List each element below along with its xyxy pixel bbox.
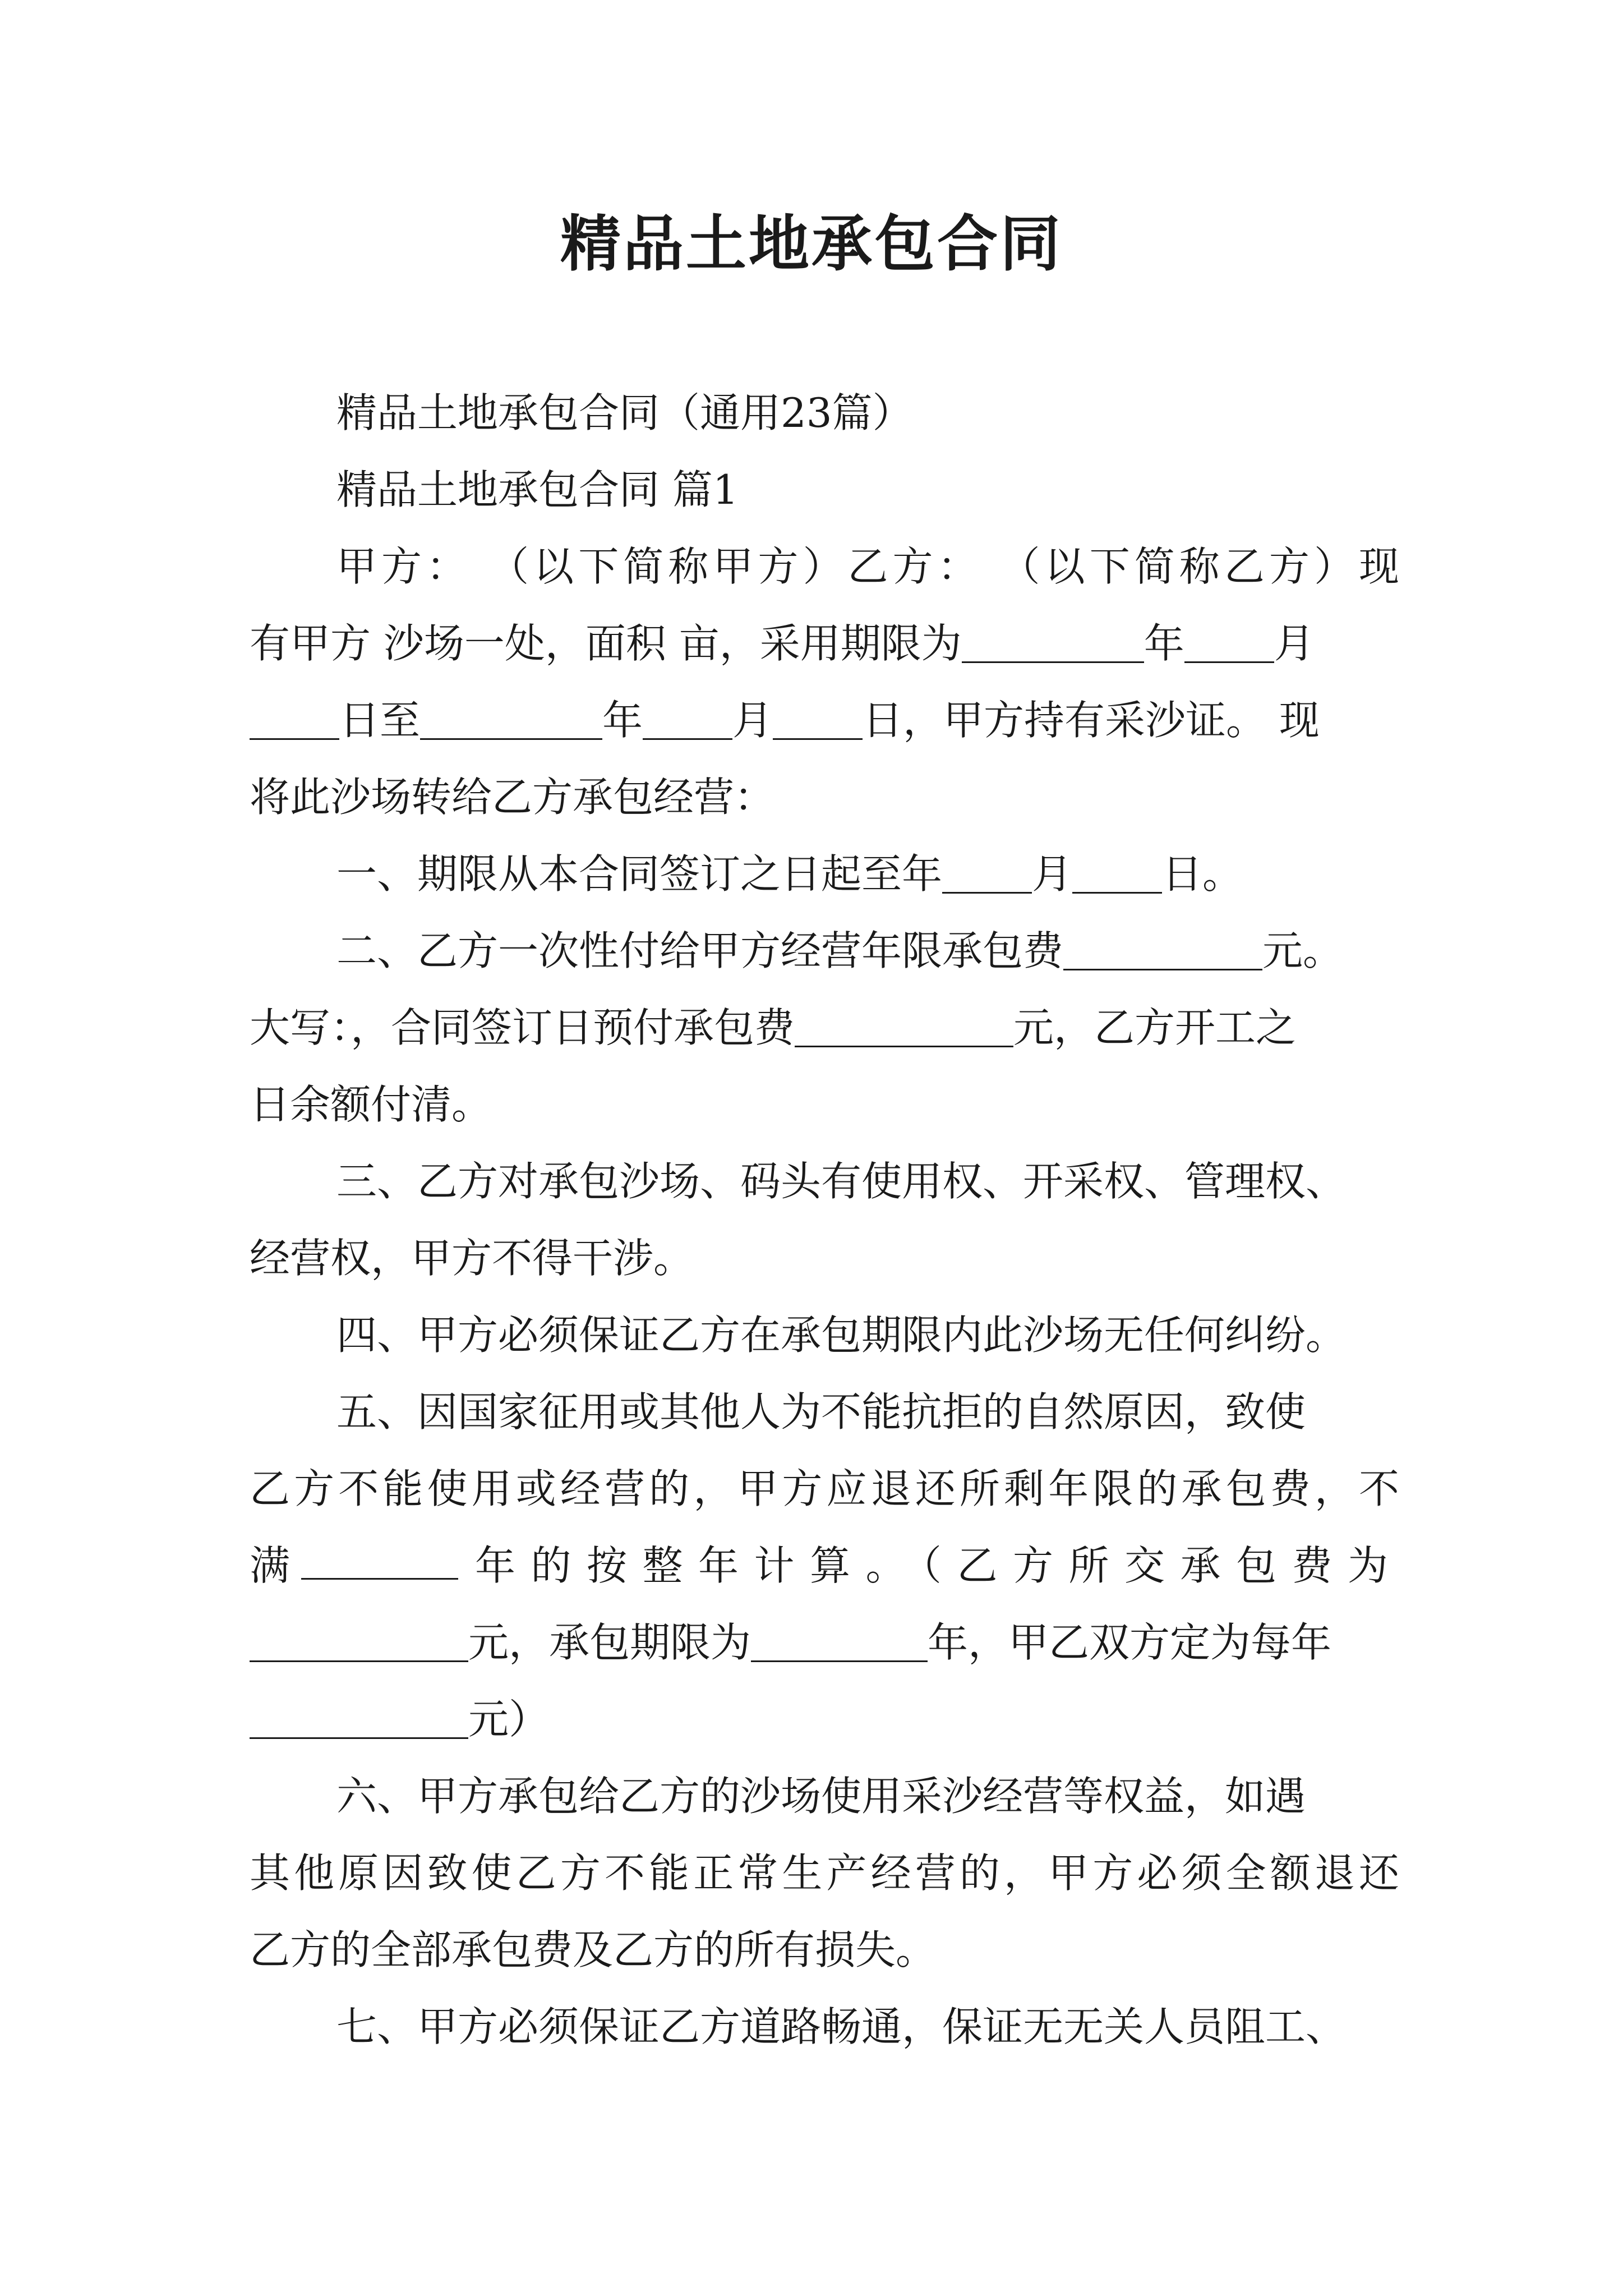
text-segment: 月 (1274, 620, 1315, 667)
text-segment: 满 (250, 1542, 291, 1589)
clause-7-line-1: 七、甲方必须保证乙方道路畅通，保证无无关人员阻工、 (336, 2003, 1347, 2050)
text-segment: 元） (468, 1696, 550, 1743)
clause-6-line-3: 乙方的全部承包费及乙方的所有损失。 (250, 1926, 937, 1973)
document-subtitle: 精品土地承包合同（通用23篇） (336, 389, 913, 436)
text-segment: 元，承包期限为 (468, 1619, 751, 1666)
paragraph-parties-line-2 (250, 616, 1399, 670)
clause-5-line-5 (250, 1692, 1399, 1746)
text-segment: 月 (732, 697, 773, 744)
clause-5-line-2: 乙方不能使用或经营的，甲方应退还所剩年限的承包费，不 (250, 1465, 1399, 1512)
paragraph-parties-line-4: 将此沙场转给乙方承包经营： (250, 774, 775, 821)
fill-in-blank[interactable] (420, 702, 602, 740)
fill-in-blank[interactable] (942, 856, 1032, 894)
fill-in-blank[interactable] (643, 702, 732, 740)
clause-6-line-2: 其他原因致使乙方不能正常生产经营的，甲方必须全额退还 (250, 1849, 1399, 1897)
fill-in-blank[interactable] (250, 1701, 468, 1739)
document-title: 精品土地承包合同 (560, 209, 1063, 279)
text-segment: 年的按整年计算。（乙方所交承包费为 (475, 1542, 1399, 1589)
text-segment: 日至 (339, 697, 421, 744)
clause-5-line-3 (250, 1539, 1399, 1593)
section-heading: 精品土地承包合同 篇1 (336, 466, 739, 513)
clause-1 (336, 847, 1399, 901)
fill-in-blank[interactable] (795, 1010, 1013, 1047)
clause-5-line-1: 五、因国家征用或其他人为不能抗拒的自然原因，致使 (336, 1388, 1306, 1435)
clause-2-line-2 (250, 1001, 1399, 1055)
fill-in-blank[interactable] (1072, 856, 1162, 894)
fill-in-blank[interactable] (1063, 933, 1262, 970)
fill-in-blank[interactable] (250, 1625, 468, 1662)
paragraph-parties-line-3 (250, 693, 1399, 747)
text-segment: 一、期限从本合同签订之日起至年 (336, 850, 943, 898)
clause-6-line-1: 六、甲方承包给乙方的沙场使用采沙经营等权益，如遇 (336, 1773, 1306, 1820)
text-segment: 有甲方 沙场一处，面积 亩，采用期限为 (250, 620, 962, 667)
fill-in-blank[interactable] (1184, 625, 1274, 663)
clause-5-line-4 (250, 1616, 1399, 1669)
text-segment: 日，甲方持有采沙证。 现 (863, 697, 1320, 744)
text-segment: 元，乙方开工之 (1013, 1004, 1297, 1051)
clause-3-line-2: 经营权，甲方不得干涉。 (250, 1235, 694, 1282)
text-segment: 二、乙方一次性付给甲方经营年限承包费 (336, 927, 1064, 974)
text-segment: 年 (1144, 620, 1184, 667)
clause-4-line-1: 四、甲方必须保证乙方在承包期限内此沙场无任何纠纷。 (336, 1312, 1347, 1359)
text-segment: 日。 (1162, 850, 1243, 898)
text-segment: 月 (1032, 850, 1073, 898)
clause-2-line-3: 日余额付清。 (250, 1081, 492, 1128)
fill-in-blank[interactable] (773, 702, 863, 740)
clause-2-line-1 (336, 924, 1399, 978)
clause-3-line-1: 三、乙方对承包沙场、码头有使用权、开采权、管理权、 (336, 1158, 1347, 1205)
text-segment: 元。 (1262, 927, 1344, 974)
text-segment: 年，甲乙双方定为每年 (928, 1619, 1332, 1666)
fill-in-blank[interactable] (751, 1625, 928, 1662)
fill-in-blank[interactable] (250, 702, 339, 740)
text-segment: 年 (602, 697, 643, 744)
fill-in-blank[interactable] (962, 625, 1144, 663)
text-segment: 大写：，合同签订日预付承包费 (250, 1004, 795, 1051)
fill-in-blank[interactable] (301, 1542, 458, 1580)
paragraph-parties-line-1: 甲方： （以下简称甲方）乙方： （以下简称乙方）现 (336, 543, 1399, 590)
